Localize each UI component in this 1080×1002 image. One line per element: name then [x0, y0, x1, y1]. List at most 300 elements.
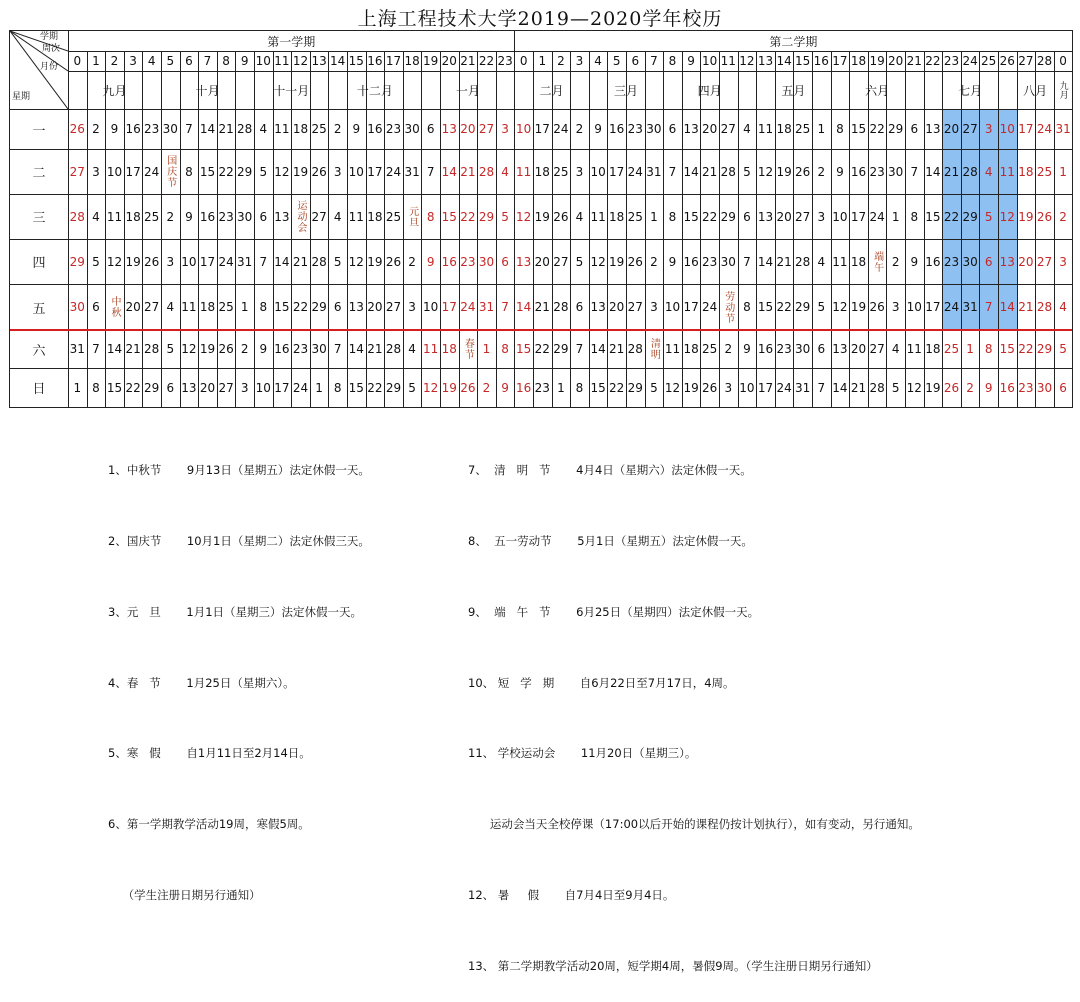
date-cell: 21 [460, 164, 476, 179]
date-cell: 10 [255, 380, 271, 395]
date-cell: 29 [720, 209, 736, 224]
note-item: 10、 短 学 期 自6月22日至7月17日，4周。 [468, 675, 735, 690]
date-cell: 5 [92, 254, 100, 269]
date-cell: 21 [218, 122, 234, 136]
date-cell: 3 [501, 122, 509, 136]
date-cell: 9 [426, 254, 435, 269]
week-number: 11 [720, 54, 736, 68]
date-cell: 7 [575, 342, 584, 356]
date-cell: 1 [557, 380, 565, 395]
week-number: 0 [519, 54, 528, 68]
date-cell: 5 [817, 300, 826, 314]
date-cell: 6 [668, 122, 677, 136]
date-cell: 27 [385, 300, 402, 314]
date-cell: 9 [836, 164, 844, 179]
date-cell: 13 [832, 342, 848, 356]
date-cell: 6 [333, 300, 342, 314]
note-item: 9、 端 午 节 6月25日（星期四）法定休假一天。 [468, 604, 760, 619]
date-cell: 6 [501, 254, 509, 269]
date-cell: 2 [333, 122, 342, 136]
date-cell: 11 [590, 209, 606, 224]
date-cell: 3 [817, 209, 826, 224]
date-cell: 18 [850, 254, 867, 269]
date-cell: 29 [888, 122, 904, 136]
date-cell: 21 [776, 254, 792, 269]
week-number: 23 [497, 54, 513, 68]
date-cell: 28 [795, 254, 811, 269]
date-cell: 25 [795, 122, 811, 136]
week-number: 13 [757, 54, 774, 68]
date-cell: 10 [590, 164, 606, 179]
week-number: 3 [129, 54, 137, 68]
date-cell: 2 [408, 254, 416, 269]
date-cell: 28 [869, 380, 885, 395]
date-cell: 3 [650, 300, 658, 314]
holiday-label: 春节 [462, 338, 474, 360]
date-cell: 26 [385, 254, 402, 269]
date-cell: 1 [1059, 164, 1067, 179]
date-cell: 28 [553, 300, 569, 314]
date-cell: 23 [144, 122, 160, 136]
date-cell: 3 [575, 164, 584, 179]
date-cell: 21 [125, 342, 141, 356]
date-cell: 14 [832, 380, 848, 395]
month-label: 十二月 [356, 83, 393, 98]
date-cell: 16 [274, 342, 290, 356]
date-cell: 15 [516, 342, 532, 356]
date-cell: 30 [888, 164, 904, 179]
date-cell: 26 [702, 380, 718, 395]
month-label: 五月 [781, 83, 806, 98]
date-cell: 12 [106, 254, 123, 269]
date-cell: 8 [92, 380, 100, 395]
date-cell: 15 [348, 380, 364, 395]
date-cell: 12 [757, 164, 774, 179]
weekday-label: 五 [32, 301, 46, 317]
month-label: 八月 [1023, 83, 1048, 98]
date-cell: 30 [311, 342, 327, 356]
date-cell: 15 [106, 380, 123, 395]
date-cell: 1 [817, 122, 826, 136]
date-cell: 27 [1036, 254, 1053, 269]
date-cell: 17 [199, 254, 216, 269]
date-cell: 2 [891, 254, 900, 269]
date-cell: 28 [385, 342, 402, 356]
date-cell: 5 [259, 164, 268, 179]
date-cell: 20 [943, 122, 960, 136]
date-cell: 9 [110, 122, 119, 136]
week-number: 3 [575, 54, 584, 68]
date-cell: 3 [408, 300, 416, 314]
date-cell: 20 [367, 300, 383, 314]
date-cell: 2 [92, 122, 100, 136]
date-cell: 21 [534, 300, 550, 314]
date-cell: 1 [966, 342, 974, 356]
date-cell: 19 [125, 254, 141, 269]
date-cell: 27 [795, 209, 811, 224]
date-cell: 1 [482, 342, 491, 356]
date-cell: 10 [999, 122, 1015, 136]
date-cell: 26 [218, 342, 234, 356]
date-cell: 23 [702, 254, 718, 269]
date-cell: 15 [925, 209, 941, 224]
date-cell: 7 [743, 254, 751, 269]
corner-weekday-label: 星期 [12, 92, 31, 102]
date-cell: 18 [683, 342, 699, 356]
date-cell: 25 [943, 342, 960, 356]
date-cell: 18 [199, 300, 216, 314]
date-cell: 9 [984, 380, 993, 395]
date-cell: 20 [125, 300, 141, 314]
date-cell: 22 [125, 380, 141, 395]
week-number: 12 [739, 54, 755, 68]
date-cell: 11 [999, 164, 1015, 179]
date-cell: 30 [646, 122, 662, 136]
date-cell: 1 [650, 209, 658, 224]
date-cell: 8 [259, 300, 268, 314]
date-cell: 7 [426, 164, 435, 179]
date-cell: 11 [664, 342, 681, 356]
date-cell: 4 [501, 164, 509, 179]
week-number: 2 [557, 54, 565, 68]
holiday-label: 端午 [871, 250, 883, 273]
date-cell: 15 [199, 164, 216, 179]
date-cell: 9 [594, 122, 602, 136]
date-cell: 22 [609, 380, 625, 395]
date-cell: 4 [575, 209, 584, 224]
week-number: 7 [650, 54, 658, 68]
date-cell: 19 [609, 254, 625, 269]
date-cell: 29 [553, 342, 569, 356]
note-item: 2、国庆节 10月1日（星期二）法定休假三天。 [108, 533, 370, 548]
term-label: 第二学期 [769, 34, 818, 49]
date-cell: 19 [1018, 209, 1034, 224]
date-cell: 8 [984, 342, 993, 356]
week-number: 15 [795, 54, 811, 68]
date-cell: 20 [609, 300, 625, 314]
week-number: 28 [1036, 54, 1053, 68]
date-cell: 24 [385, 164, 402, 179]
date-cell: 23 [292, 342, 309, 356]
notes-left [108, 412, 370, 931]
date-cell: 27 [478, 122, 495, 136]
holiday-label: 清明 [648, 338, 660, 360]
date-cell: 24 [460, 300, 476, 314]
date-cell: 4 [1059, 300, 1067, 314]
week-number: 13 [311, 54, 327, 68]
date-cell: 19 [534, 209, 550, 224]
date-cell: 14 [925, 164, 941, 179]
date-cell: 30 [795, 342, 811, 356]
date-cell: 12 [832, 300, 848, 314]
date-cell: 16 [516, 380, 532, 395]
date-cell: 8 [185, 164, 193, 179]
date-cell: 24 [943, 300, 960, 314]
week-number: 1 [538, 54, 547, 68]
date-cell: 6 [984, 254, 993, 269]
date-cell: 26 [311, 164, 327, 179]
week-number: 24 [962, 54, 978, 68]
date-cell: 2 [240, 342, 249, 356]
weekday-label: 二 [32, 166, 46, 181]
date-cell: 10 [906, 300, 922, 314]
date-cell: 18 [292, 122, 309, 136]
date-cell: 19 [683, 380, 699, 395]
date-cell: 17 [1018, 122, 1034, 136]
date-cell: 18 [367, 209, 383, 224]
date-cell: 3 [333, 164, 342, 179]
date-cell: 3 [240, 380, 249, 395]
date-cell: 28 [144, 342, 160, 356]
date-cell: 7 [668, 164, 677, 179]
date-cell: 15 [590, 380, 606, 395]
week-number: 9 [240, 54, 249, 68]
date-cell: 13 [274, 209, 290, 224]
week-number: 1 [92, 54, 100, 68]
date-cell: 6 [817, 342, 826, 356]
date-cell: 17 [609, 164, 625, 179]
date-cell: 29 [962, 209, 978, 224]
date-cell: 4 [166, 300, 175, 314]
week-number: 14 [776, 54, 792, 68]
week-number: 4 [594, 54, 602, 68]
date-cell: 21 [367, 342, 383, 356]
date-cell: 9 [668, 254, 677, 269]
week-number: 7 [203, 54, 212, 68]
date-cell: 27 [962, 122, 978, 136]
date-cell: 22 [776, 300, 792, 314]
date-cell: 16 [757, 342, 774, 356]
date-cell: 24 [776, 380, 792, 395]
date-cell: 7 [333, 342, 342, 356]
date-cell: 30 [69, 300, 85, 314]
date-cell: 6 [166, 380, 175, 395]
weekday-label: 日 [32, 382, 46, 397]
date-cell: 12 [348, 254, 364, 269]
date-cell: 8 [575, 380, 584, 395]
date-cell: 21 [1018, 300, 1034, 314]
date-cell: 26 [460, 380, 476, 395]
date-cell: 18 [534, 164, 550, 179]
date-cell: 5 [891, 380, 900, 395]
date-cell: 12 [274, 164, 290, 179]
date-cell: 25 [385, 209, 402, 224]
date-cell: 2 [817, 164, 826, 179]
holiday-label: 中秋 [108, 296, 120, 318]
week-number: 19 [423, 54, 439, 68]
date-cell: 3 [891, 300, 900, 314]
date-cell: 11 [832, 254, 848, 269]
week-number: 21 [906, 54, 922, 68]
date-cell: 13 [757, 209, 774, 224]
week-number: 0 [1059, 54, 1067, 68]
date-cell: 22 [702, 209, 718, 224]
weekday-label: 四 [32, 256, 46, 271]
week-number: 5 [166, 54, 175, 68]
date-cell: 17 [125, 164, 141, 179]
date-cell: 16 [999, 380, 1015, 395]
date-cell: 21 [292, 254, 309, 269]
date-cell: 23 [1018, 380, 1034, 395]
date-cell: 27 [869, 342, 885, 356]
date-cell: 19 [441, 380, 457, 395]
date-cell: 18 [441, 342, 457, 356]
date-cell: 25 [311, 122, 327, 136]
date-cell: 31 [237, 254, 253, 269]
date-cell: 28 [478, 164, 495, 179]
date-cell: 22 [943, 209, 960, 224]
week-number: 25 [981, 54, 997, 68]
date-cell: 23 [869, 164, 885, 179]
date-cell: 17 [274, 380, 290, 395]
month-label: 四月 [697, 83, 722, 98]
date-cell: 19 [850, 300, 867, 314]
date-cell: 16 [609, 122, 625, 136]
term-divider-line [10, 329, 1072, 331]
date-cell: 28 [627, 342, 643, 356]
date-cell: 9 [352, 122, 361, 136]
date-cell: 26 [69, 122, 85, 136]
date-cell: 9 [910, 254, 919, 269]
date-cell: 26 [144, 254, 160, 269]
corner-month-label: 月份 [40, 62, 59, 72]
date-cell: 6 [92, 300, 100, 314]
date-cell: 3 [984, 122, 993, 136]
week-number: 6 [185, 54, 193, 68]
date-cell: 23 [627, 122, 643, 136]
date-cell: 2 [482, 380, 491, 395]
date-cell: 28 [69, 209, 85, 224]
date-cell: 22 [1018, 342, 1034, 356]
date-cell: 8 [668, 209, 677, 224]
date-cell: 6 [743, 209, 751, 224]
date-cell: 18 [776, 122, 792, 136]
date-cell: 2 [650, 254, 658, 269]
date-cell: 24 [144, 164, 160, 179]
date-cell: 22 [869, 122, 885, 136]
date-cell: 23 [385, 122, 402, 136]
date-cell: 1 [240, 300, 249, 314]
date-cell: 11 [906, 342, 922, 356]
date-cell: 16 [125, 122, 141, 136]
note-item: 8、 五一劳动节 5月1日（星期五）法定休假一天。 [468, 533, 753, 548]
date-cell: 14 [106, 342, 123, 356]
date-cell: 11 [181, 300, 197, 314]
date-cell: 17 [757, 380, 774, 395]
date-cell: 13 [925, 122, 941, 136]
date-cell: 15 [441, 209, 457, 224]
date-cell: 14 [348, 342, 364, 356]
date-cell: 19 [367, 254, 383, 269]
date-cell: 8 [836, 122, 844, 136]
date-cell: 12 [590, 254, 606, 269]
month-label: 七月 [958, 83, 983, 98]
date-cell: 15 [757, 300, 774, 314]
date-cell: 11 [348, 209, 364, 224]
date-cell: 14 [274, 254, 290, 269]
date-cell: 10 [181, 254, 197, 269]
date-cell: 5 [333, 254, 342, 269]
date-cell: 17 [367, 164, 383, 179]
week-number: 8 [668, 54, 677, 68]
date-cell: 11 [516, 164, 532, 179]
date-cell: 28 [962, 164, 978, 179]
date-cell: 17 [850, 209, 867, 224]
date-cell: 31 [646, 164, 662, 179]
date-cell: 8 [501, 342, 509, 356]
date-cell: 27 [69, 164, 85, 179]
date-cell: 2 [724, 342, 733, 356]
date-cell: 13 [441, 122, 457, 136]
date-cell: 18 [1018, 164, 1034, 179]
date-cell: 19 [776, 164, 792, 179]
date-cell: 23 [776, 342, 792, 356]
date-cell: 5 [575, 254, 584, 269]
month-label: 六月 [865, 83, 890, 98]
date-cell: 24 [1036, 122, 1053, 136]
date-cell: 1 [73, 380, 82, 395]
date-cell: 15 [999, 342, 1015, 356]
date-cell: 11 [106, 209, 123, 224]
date-cell: 12 [999, 209, 1015, 224]
date-cell: 16 [367, 122, 383, 136]
notes-right [468, 412, 920, 1002]
date-cell: 20 [850, 342, 867, 356]
date-cell: 6 [259, 209, 268, 224]
date-cell: 29 [1036, 342, 1053, 356]
holiday-label: 劳动节 [722, 290, 734, 324]
date-cell: 6 [575, 300, 584, 314]
date-cell: 21 [850, 380, 867, 395]
date-cell: 10 [739, 380, 755, 395]
date-cell: 29 [144, 380, 160, 395]
date-cell: 13 [181, 380, 197, 395]
date-cell: 25 [1036, 164, 1053, 179]
month-label: 十月 [195, 83, 220, 98]
date-cell: 15 [850, 122, 867, 136]
week-number: 20 [441, 54, 457, 68]
date-cell: 24 [553, 122, 569, 136]
week-number: 22 [925, 54, 941, 68]
week-number: 27 [1018, 54, 1034, 68]
date-cell: 23 [460, 254, 476, 269]
date-cell: 16 [199, 209, 216, 224]
date-cell: 20 [460, 122, 476, 136]
date-cell: 15 [274, 300, 290, 314]
date-cell: 14 [516, 300, 532, 314]
date-cell: 22 [534, 342, 550, 356]
date-cell: 26 [943, 380, 960, 395]
date-cell: 8 [910, 209, 919, 224]
date-cell: 17 [925, 300, 941, 314]
date-cell: 30 [962, 254, 978, 269]
date-cell: 15 [683, 209, 699, 224]
date-cell: 7 [984, 300, 993, 314]
date-cell: 12 [906, 380, 922, 395]
date-cell: 5 [984, 209, 993, 224]
date-cell: 30 [1036, 380, 1053, 395]
date-cell: 13 [999, 254, 1015, 269]
week-number: 16 [367, 54, 383, 68]
date-cell: 17 [683, 300, 699, 314]
date-cell: 27 [144, 300, 160, 314]
date-cell: 18 [125, 209, 141, 224]
note-item: 运动会当天全校停课（17:00以后开始的课程仍按计划执行），如有变动，另行通知。 [468, 817, 920, 832]
date-cell: 9 [185, 209, 193, 224]
date-cell: 16 [441, 254, 457, 269]
date-cell: 21 [609, 342, 625, 356]
week-number: 2 [110, 54, 119, 68]
